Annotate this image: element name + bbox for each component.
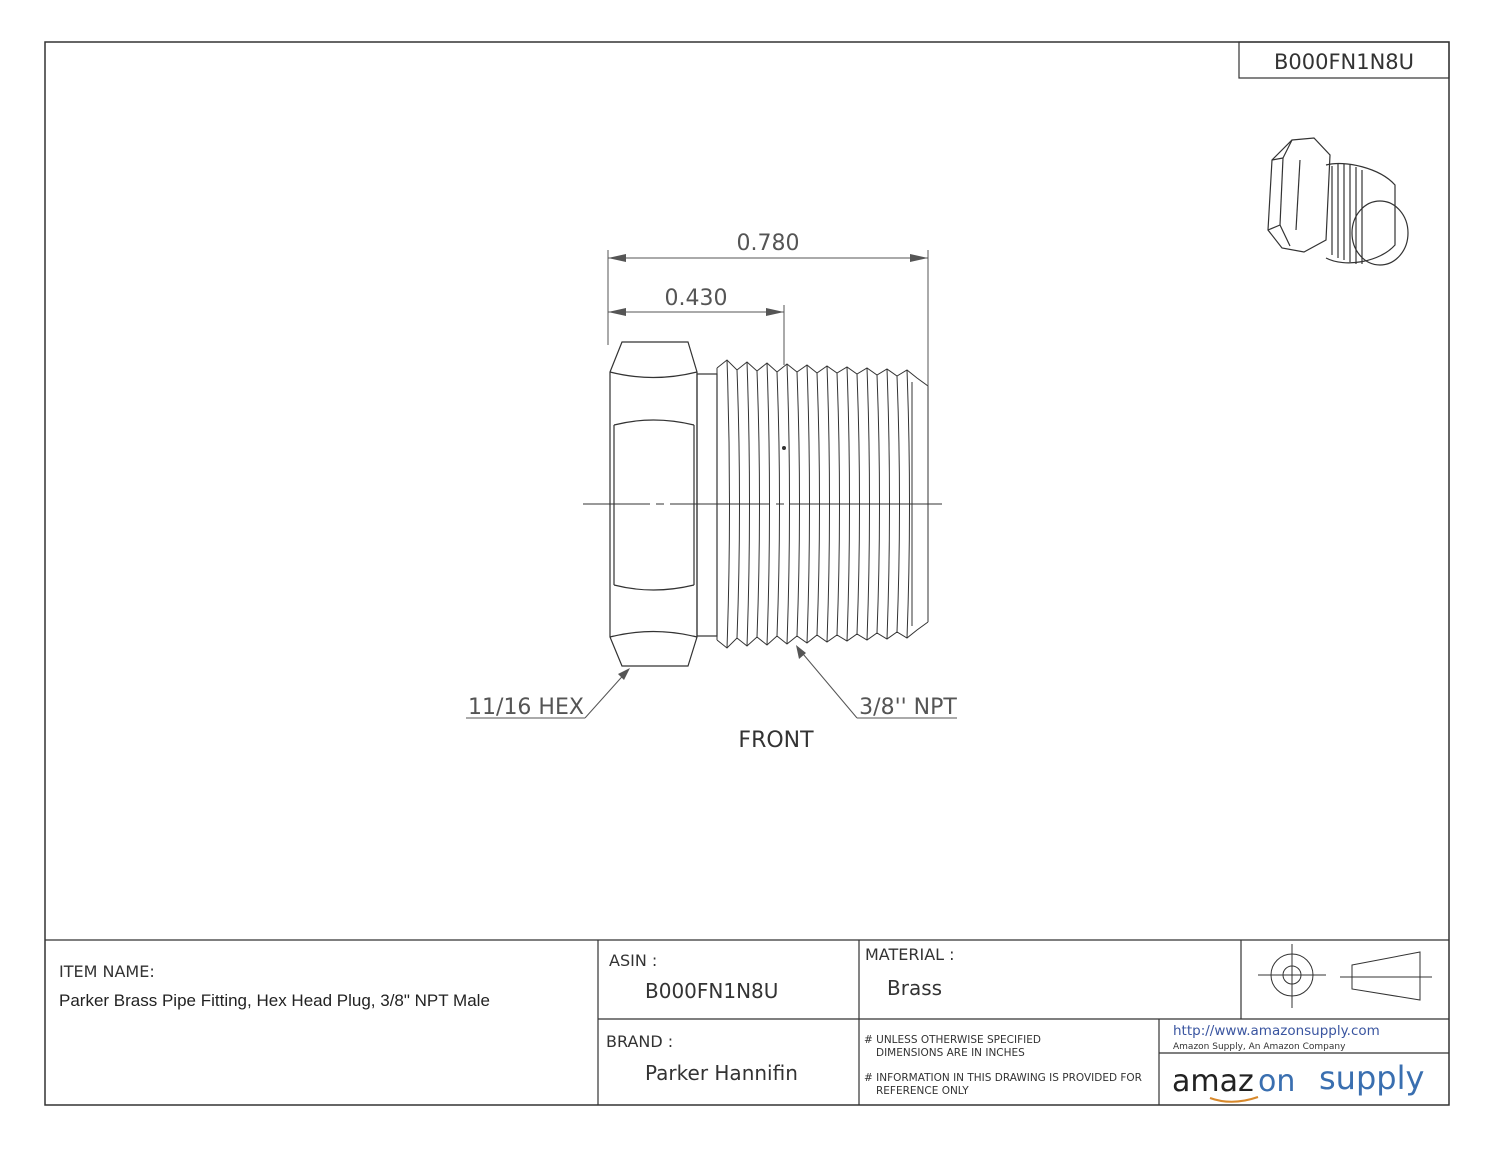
material-label: MATERIAL : (865, 945, 955, 964)
company-url-link[interactable]: http://www.amazonsupply.com (1173, 1023, 1380, 1039)
item-name-value: Parker Brass Pipe Fitting, Hex Head Plug, 3/8" NPT Male (59, 991, 490, 1010)
company-name: Amazon Supply, An Amazon Company (1173, 1042, 1346, 1052)
note-units-line-1: # UNLESS OTHERWISE SPECIFIED (864, 1034, 1041, 1046)
asin-label: ASIN : (609, 951, 658, 970)
brand-value: Parker Hannifin (645, 1061, 798, 1085)
amazon-supply-logo (1172, 1059, 1424, 1102)
logo-text-on: on (1258, 1064, 1296, 1099)
isometric-view (1268, 138, 1408, 265)
logo-text-supply: supply (1319, 1059, 1425, 1097)
dimension-lines (608, 250, 928, 386)
asin-value: B000FN1N8U (645, 979, 779, 1003)
plug-neck (697, 374, 717, 636)
overall-length-dimension: 0.780 (736, 231, 800, 256)
hex-size-callout: 11/16 HEX (468, 695, 584, 720)
thread-size-callout: 3/8'' NPT (859, 695, 957, 720)
asin-header-text: B000FN1N8U (1273, 50, 1415, 74)
logo-text-amaz: amaz (1172, 1064, 1254, 1099)
projection-symbol-icon (1258, 944, 1432, 1008)
hex-length-dimension: 0.430 (664, 286, 728, 311)
note-reference-line-2: REFERENCE ONLY (876, 1085, 969, 1097)
item-name-label: ITEM NAME: (59, 962, 155, 981)
brand-label: BRAND : (606, 1032, 674, 1051)
note-units-line-2: DIMENSIONS ARE IN INCHES (876, 1047, 1025, 1059)
sheet-border (45, 42, 1449, 1105)
view-label: FRONT (738, 728, 814, 753)
material-value: Brass (887, 976, 943, 1000)
note-reference-line-1: # INFORMATION IN THIS DRAWING IS PROVIDED FOR (864, 1072, 1142, 1084)
